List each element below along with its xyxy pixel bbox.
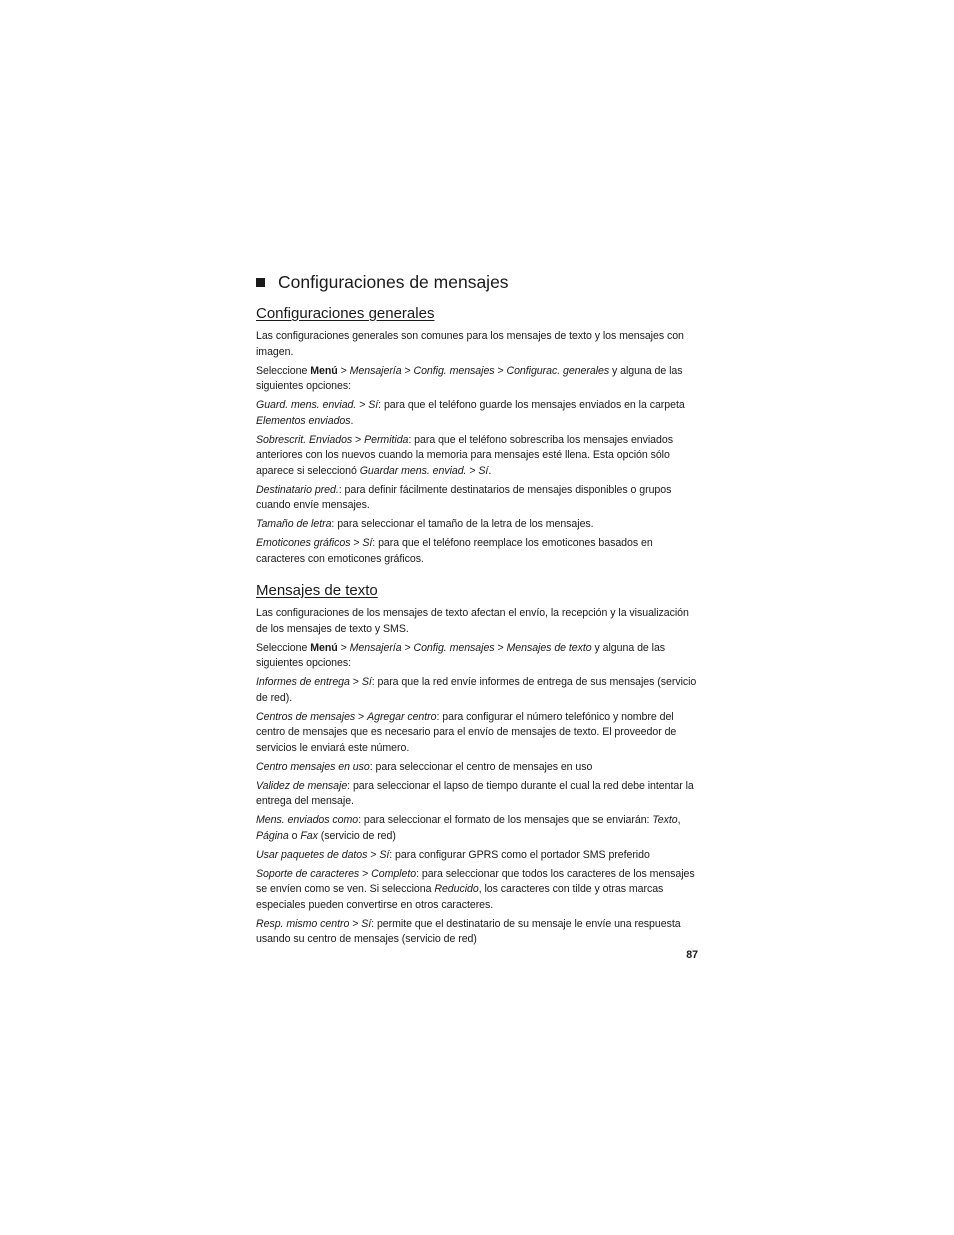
heading-text-messages: Mensajes de texto	[256, 582, 378, 599]
option-emoticones-graficos: Emoticones gráficos > Sí: para que el teléfono reemplace los emoticones basados en caracteres con emoticones gráficos.	[256, 537, 653, 565]
square-bullet-icon	[256, 278, 265, 287]
text-intro: Las configuraciones de los mensajes de texto afectan el envío, la recepción y la visualización de los mensajes de texto y SMS.	[256, 607, 689, 635]
option-resp-mismo-centro: Resp. mismo centro > Sí: permite que el destinatario de su mensaje le envíe una respuesta usando su centro de mensajes (servicio de red)	[256, 917, 681, 945]
option-informes-de-entrega: Informes de entrega > Sí: para que la red envíe informes de entrega de sus mensajes (servicio de red).	[256, 676, 697, 704]
option-centros-de-mensajes: Centros de mensajes > Agregar centro: para configurar el número telefónico y nombre del centro de mensajes que es necesario para el envío de mensajes de texto. El proveedor de servicios le enviará este número.	[256, 710, 677, 754]
section-title	[256, 270, 698, 294]
option-tamano-de-letra: Tamaño de letra: para seleccionar el tamaño de la letra de los mensajes.	[256, 518, 594, 530]
heading-general-settings: Configuraciones generales	[256, 305, 435, 322]
page-content	[256, 270, 698, 951]
section-title-text: Configuraciones de mensajes	[278, 272, 509, 292]
option-sobrescrit-enviados: Sobrescrit. Enviados > Permitida: para que el teléfono sobrescriba los mensajes enviados anteriores con los nuevos cuando la memoria para mensajes esté llena. Esta opción sólo aparece si seleccionó Guardar mens. enviad. > Sí.	[256, 433, 673, 477]
option-destinatario-pred: Destinatario pred.: para definir fácilmente destinatarios de mensajes disponibles o grupos cuando envíe mensajes.	[256, 483, 672, 511]
option-soporte-de-caracteres: Soporte de caracteres > Completo: para seleccionar que todos los caracteres de los mensajes se envíen como se ven. Si selecciona Reducido, los caracteres con tilde y otras marcas especiales pueden convertirse en otros caracteres.	[256, 867, 695, 911]
general-intro: Las configuraciones generales son comunes para los mensajes de texto y los mensajes con imagen.	[256, 330, 684, 358]
option-guard-mens-enviad: Guard. mens. enviad. > Sí: para que el teléfono guarde los mensajes enviados en la carpeta Elementos enviados.	[256, 399, 685, 427]
option-usar-paquetes-de-datos: Usar paquetes de datos > Sí: para configurar GPRS como el portador SMS preferido	[256, 848, 650, 861]
page-number: 87	[686, 949, 698, 961]
option-mens-enviados-como: Mens. enviados como: para seleccionar el formato de los mensajes que se enviarán: Texto, Página o Fax (servicio de red)	[256, 814, 681, 842]
option-centro-mensajes-en-uso: Centro mensajes en uso: para seleccionar el centro de mensajes en uso	[256, 760, 593, 773]
option-validez-de-mensaje: Validez de mensaje: para seleccionar el lapso de tiempo durante el cual la red debe intentar la entrega del mensaje.	[256, 779, 694, 807]
text-select-path: Seleccione Menú > Mensajería > Config. mensajes > Mensajes de texto y alguna de las siguientes opciones:	[256, 641, 666, 669]
general-select-path: Seleccione Menú > Mensajería > Config. mensajes > Configurac. generales y alguna de las siguientes opciones:	[256, 364, 683, 392]
